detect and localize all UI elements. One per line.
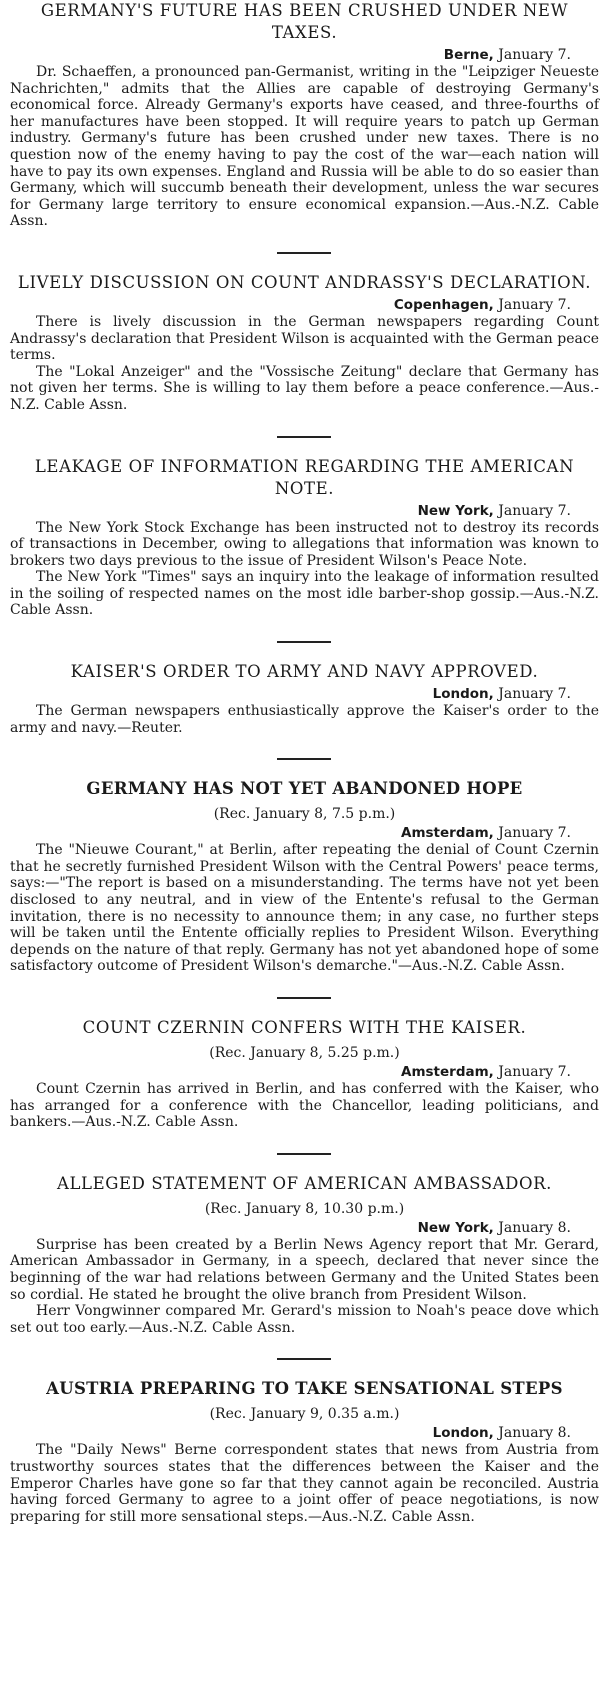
dateline-place: New York, — [417, 1219, 494, 1236]
article-paragraph: Herr Vongwinner compared Mr. Gerard's mission to Noah's peace dove which set out too early.—Aus.-N.Z. Cable Assn. — [10, 1303, 599, 1336]
article-headline: KAISER'S ORDER TO ARMY AND NAVY APPROVED. — [70, 662, 539, 682]
section-divider — [277, 997, 331, 999]
dateline — [10, 824, 571, 842]
article-paragraph: The German newspapers enthusiastically approve the Kaiser's order to the army and navy.—Reuter. — [10, 703, 599, 736]
dateline — [10, 1424, 571, 1442]
article-paragraph: Dr. Schaeffen, a pronounced pan-Germanist, writing in the "Leipziger Neueste Nachrichten," admits that the Allies are capable of destroying Germany's economical force. Already Germany's exports have ceased, and three-fourths of her manufactures have been stopped. It will require years to patch up German industry. Germany's future has been crushed under new taxes. There is no question now of the enemy having to pay the cost of the war—each nation will have to pay its own expenses. England and Russia will be able to do so easier than Germany, which will succumb beneath their development, unless the war secures for Germany large territory to ensure economical expansion.—Aus.-N.Z. Cable Assn. — [10, 64, 599, 230]
article-paragraph: The "Daily News" Berne correspondent states that news from Austria from trustworthy sources states that the differences between the Kaiser and the Emperor Charles have gone so far that they cannot again be reconciled. Austria having forced Germany to agree to a joint offer of peace negotiations, is now preparing for still more sensational steps.—Aus.-N.Z. Cable Assn. — [10, 1442, 599, 1525]
dateline-date: January 7. — [498, 296, 571, 313]
dateline — [10, 502, 571, 520]
received-timestamp: (Rec. January 9, 0.35 a.m.) — [209, 1406, 400, 1423]
dateline-date: January 8. — [498, 1425, 571, 1442]
article-headline: GERMANY HAS NOT YET ABANDONED HOPE — [86, 779, 523, 799]
article-headline: LEAKAGE OF INFORMATION REGARDING THE AMERICAN NOTE. — [34, 456, 575, 498]
dateline — [10, 1219, 571, 1237]
article-lively-discussion-on-count-andrassy-s-de — [10, 272, 599, 414]
received-timestamp: (Rec. January 8, 7.5 p.m.) — [213, 806, 396, 823]
dateline — [10, 685, 571, 703]
article-headline: GERMANY'S FUTURE HAS BEEN CRUSHED UNDER NEW TAXES. — [40, 1, 569, 42]
article-alleged-statement-of-american-ambassador — [10, 1173, 599, 1337]
dateline-date: January 7. — [498, 825, 571, 842]
received-timestamp: (Rec. January 8, 10.30 p.m.) — [204, 1200, 405, 1217]
article-paragraph: The New York "Times" says an inquiry into the leakage of information resulted in the soiling of respected names on the most idle barber-shop gossip.—Aus.-N.Z. Cable Assn. — [10, 569, 599, 619]
dateline-place: Berne, — [443, 47, 494, 63]
article-headline: COUNT CZERNIN CONFERS WITH THE KAISER. — [82, 1018, 527, 1037]
dateline-date: January 8. — [498, 1219, 571, 1236]
section-divider — [277, 436, 331, 438]
article-paragraph: Count Czernin has arrived in Berlin, and has conferred with the Kaiser, who has arranged for a conference with the Chancellor, leading politicians, and bankers.—Aus.-N.Z. Cable Assn. — [10, 1081, 599, 1131]
dateline-date: January 7. — [498, 47, 571, 63]
article-leakage-of-information-regarding-the-ame — [10, 456, 599, 620]
article-paragraph: There is lively discussion in the German newspapers regarding Count Andrassy's declaration that President Wilson is acquainted with the German peace terms. — [10, 313, 599, 364]
dateline — [10, 46, 571, 64]
received-timestamp: (Rec. January 8, 5.25 p.m.) — [209, 1045, 400, 1061]
dateline-place: London, — [432, 686, 494, 703]
article-headline: AUSTRIA PREPARING TO TAKE SENSATIONAL STEPS — [46, 1379, 563, 1399]
dateline-place: Copenhagen, — [393, 296, 494, 313]
article-headline: LIVELY DISCUSSION ON COUNT ANDRASSY'S DECLARATION. — [17, 272, 592, 292]
section-divider — [277, 1153, 331, 1155]
dateline-date: January 7. — [498, 686, 571, 703]
dateline — [10, 1063, 571, 1081]
article-paragraph: The "Lokal Anzeiger" and the "Vossische Zeitung" declare that Germany has not given her terms. She is willing to lay them before a peace conference.—Aus.-N.Z. Cable Assn. — [10, 363, 599, 413]
dateline-date: January 7. — [498, 502, 571, 519]
dateline-place: London, — [432, 1425, 494, 1442]
article-austria-preparing-to-take-sensational-st — [10, 1378, 599, 1525]
dateline-place: Amsterdam, — [401, 1064, 494, 1080]
section-divider — [277, 252, 331, 254]
dateline-place: New York, — [417, 502, 494, 519]
section-divider — [277, 641, 331, 643]
article-paragraph: Surprise has been created by a Berlin News Agency report that Mr. Gerard, American Ambassador in Germany, in a speech, declared that never since the beginning of the war had relations between Germany and the United States been so cordial. He stated he brought the olive branch from President Wilson. — [10, 1236, 599, 1303]
article-paragraph: The "Nieuwe Courant," at Berlin, after repeating the denial of Count Czernin that he secretly furnished President Wilson with the Central Powers' peace terms, says:—"The report is based on a misunderstanding. The terms have not yet been disclosed to any neutral, and in view of the Entente's refusal to the German invitation, there is no necessity to announce them; in any case, no further steps will be taken until the Entente officially replies to President Wilson. Everything depends on the nature of that reply. Germany has not yet abandoned hope of some satisfactory outcome of President Wilson's demarche."—Aus.-N.Z. Cable Assn. — [10, 842, 599, 975]
article-kaiser-s-order-to-army-and-navy-approved — [10, 661, 599, 736]
section-divider — [277, 758, 331, 760]
article-headline: ALLEGED STATEMENT OF AMERICAN AMBASSADOR. — [56, 1173, 553, 1193]
article-germany-s-future-has-been-crushed-under- — [10, 0, 599, 230]
article-paragraph: The New York Stock Exchange has been instructed not to destroy its records of transactions in December, owing to allegations that information was known to brokers two days previous to the issue of President Wilson's Peace Note. — [10, 519, 599, 569]
section-divider — [277, 1358, 331, 1360]
dateline-place: Amsterdam, — [401, 825, 494, 842]
dateline-date: January 7. — [498, 1064, 571, 1080]
article-count-czernin-confers-with-the-kaiser — [10, 1017, 599, 1131]
dateline — [10, 296, 571, 314]
article-germany-has-not-yet-abandoned-hope — [10, 778, 599, 975]
